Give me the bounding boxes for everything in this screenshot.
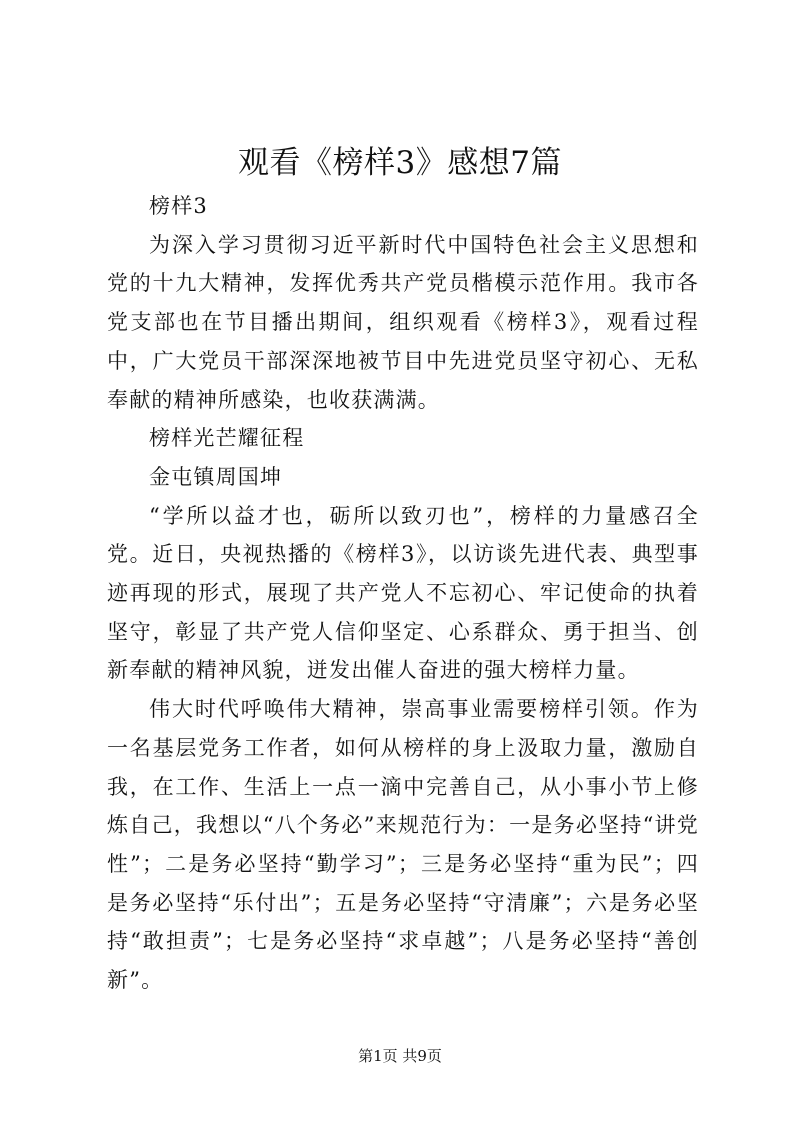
paragraph-subtitle: 榜样3: [149, 194, 208, 218]
document-title: 观看《榜样3》感想7篇: [238, 145, 562, 181]
document-body: [107, 187, 699, 1000]
page-number-footer: 第1页 共9页: [358, 1047, 442, 1065]
paragraph-heading: 榜样光芒耀征程: [149, 426, 305, 451]
paragraph-body: 伟大时代呼唤伟大精神，崇高事业需要榜样引领。作为一名基层党务工作者，如何从榜样的身上汲取力量，激励自我，在工作、生活上一点一滴中完善自己，从小事小节上修炼自己，我想以“八个务必”来规范行为：一是务必坚持“讲党性”；二是务必坚持“勤学习”；三是务必坚持“重为民”；四是务必坚持“乐付出”；五是务必坚持“守清廉”；六是务必坚持“敢担责”；七是务必坚持“求卓越”；八是务必坚持“善创新”。: [107, 697, 699, 993]
paragraph-intro: 为深入学习贯彻习近平新时代中国特色社会主义思想和党的十九大精神，发挥优秀共产党员楷模示范作用。我市各党支部也在节目播出期间，组织观看《榜样3》，观看过程中，广大党员干部深深地被节目中先进党员坚守初心、无私奉献的精神所感染，也收获满满。: [107, 232, 699, 412]
paragraph-author: 金屯镇周国坤: [149, 464, 283, 489]
paragraph-body: “学所以益才也，砺所以致刃也”，榜样的力量感召全党。近日，央视热播的《榜样3》，以访谈先进代表、典型事迹再现的形式，展现了共产党人不忘初心、牢记使命的执着坚守，彰显了共产党人信仰坚定、心系群众、勇于担当、创新奉献的精神风貌，迸发出催人奋进的强大榜样力量。: [107, 503, 699, 683]
